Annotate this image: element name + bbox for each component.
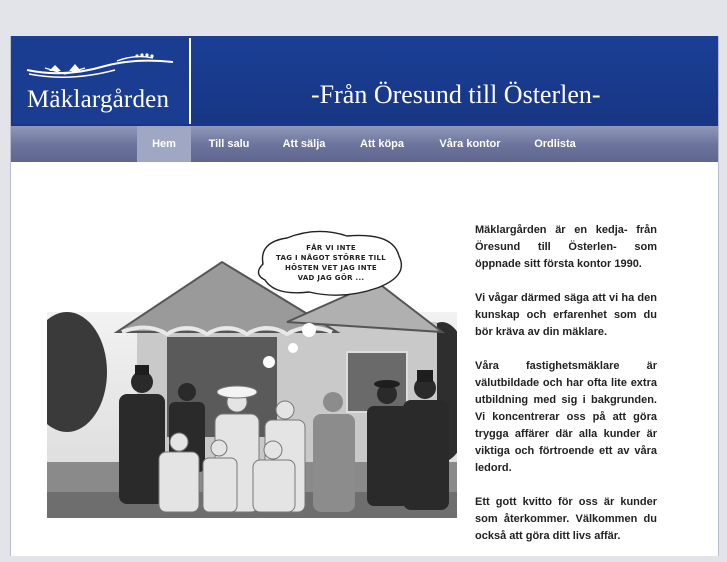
logo[interactable] xyxy=(13,38,191,124)
site-tagline: -Från Öresund till Österlen- xyxy=(311,80,601,109)
speech-line-3: HÖSTEN VET JAG INTE xyxy=(284,264,378,272)
intro-paragraph: Vi vågar därmed säga att vi ha den kunskap och erfarenhet som du bör kräva av din mäklare. xyxy=(475,292,657,338)
main-nav xyxy=(11,126,718,162)
wheat-landscape-icon xyxy=(25,52,175,82)
nav-item-ordlista[interactable]: Ordlista xyxy=(534,138,576,150)
nav-item-att-kopa[interactable]: Att köpa xyxy=(360,138,404,150)
intro-paragraph: Mäklargården är en kedja- från Öresund till Österlen- som öppnade sitt första kontor 1990. xyxy=(475,224,657,270)
nav-item-vara-kontor[interactable]: Våra kontor xyxy=(439,138,501,150)
logo-text: Mäklargården xyxy=(27,86,170,113)
speech-line-4: VAD JAG GÖR ... xyxy=(297,274,365,282)
nav-item-att-salja[interactable]: Att sälja xyxy=(282,138,326,150)
speech-line-1: FÅR VI INTE xyxy=(306,244,356,252)
site-header xyxy=(11,36,718,126)
intro-paragraph: Våra fastighetsmäklare är välutbildade och har ofta lite extra utbildning med sig i bakgrunden. Vi koncentrerar oss på att göra trygga affärer där alla kunder är viktiga och förtroende ett av våra ledord. xyxy=(475,360,657,474)
intro-paragraph: Ett gott kvitto för oss är kunder som återkommer. Välkommen du också att göra ditt livs affär. xyxy=(475,496,657,542)
intro-text xyxy=(475,222,657,562)
family-house-photo xyxy=(47,222,457,518)
page-frame xyxy=(10,36,719,556)
historic-photo xyxy=(47,222,457,518)
speech-line-2: TAG I NÅGOT STÖRRE TILL xyxy=(275,254,387,262)
nav-item-till-salu[interactable]: Till salu xyxy=(208,138,250,150)
nav-item-hem[interactable]: Hem xyxy=(137,126,191,162)
